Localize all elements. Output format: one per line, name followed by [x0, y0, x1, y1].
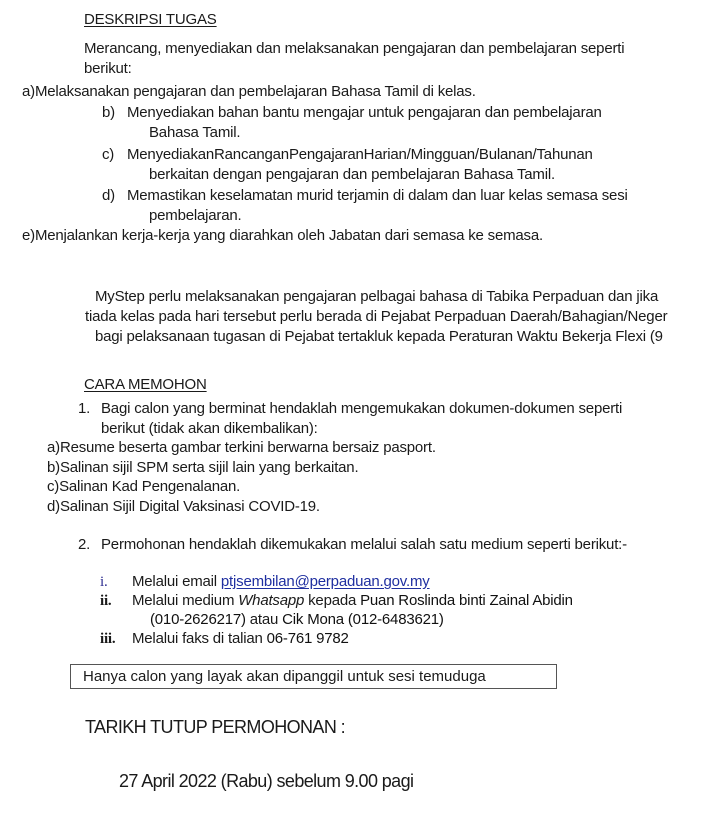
duty-item-text: Menyediakan bahan bantu mengajar untuk pengajaran dan pembelajaran: [127, 104, 602, 121]
mystep-note-line-2: tiada kelas pada hari tersebut perlu berada di Pejabat Perpaduan Daerah/Bahagian/Neger: [85, 308, 668, 325]
mystep-note-line-3: bagi pelaksanaan tugasan di Pejabat tertakluk kepada Peraturan Waktu Bekerja Flexi (9: [95, 328, 663, 345]
duty-item-e: [22, 226, 543, 246]
duty-item-d: [102, 186, 628, 206]
document-item-b: [47, 458, 358, 478]
email-link[interactable]: ptjsembilan@perpaduan.gov.my: [220, 573, 430, 590]
fax-number: 06-761 9782: [266, 630, 349, 647]
duty-item-c-cont: berkaitan dengan pengajaran dan pembelajaran Bahasa Tamil.: [149, 166, 555, 183]
document-marker: d): [47, 498, 60, 515]
method-email: [100, 572, 430, 592]
method-whatsapp-cont: [150, 610, 444, 630]
duty-item-marker: a): [22, 83, 35, 100]
closing-date-label: TARIKH TUTUP PERMOHONAN :: [85, 717, 346, 737]
method-prefix: Melalui email: [132, 573, 221, 590]
mystep-note-line-1: MyStep perlu melaksanakan pengajaran pelbagai bahasa di Tabika Perpaduan dan jika: [95, 288, 659, 305]
method-marker: iii.: [100, 631, 116, 647]
contact-1-phone: (010-2626217): [150, 611, 246, 628]
duty-item-d-cont: pembelajaran.: [149, 207, 242, 224]
step-2: [78, 535, 627, 555]
method-to: kepada: [304, 592, 361, 609]
document-text: Resume beserta gambar terkini berwarna bersaiz pasport.: [59, 439, 436, 456]
duty-item-b: [102, 103, 602, 123]
document-text: Salinan Sijil Digital Vaksinasi COVID-19.: [59, 498, 320, 515]
document-marker: b): [47, 459, 60, 476]
document-marker: c): [47, 478, 60, 495]
step-text: Bagi calon yang berminat hendaklah mengemukakan dokumen-dokumen seperti: [101, 400, 623, 417]
contact-1-name: Puan Roslinda binti Zainal Abidin: [360, 592, 573, 609]
duty-item-marker: d): [102, 187, 115, 204]
intro-line-2: berikut:: [84, 60, 132, 77]
document-item-d: [47, 497, 320, 517]
method-marker: ii.: [100, 593, 112, 609]
whatsapp-app-name: Whatsapp: [238, 592, 305, 609]
document-item-c: [47, 477, 240, 497]
method-marker: i.: [100, 574, 108, 590]
duty-item-a: [22, 82, 476, 102]
method-whatsapp: [100, 591, 573, 611]
document-text: Salinan sijil SPM serta sijil lain yang berkaitan.: [59, 459, 359, 476]
closing-date-value: 27 April 2022 (Rabu) sebelum 9.00 pagi: [119, 771, 414, 791]
notice-box: [70, 664, 557, 689]
duty-item-marker: c): [102, 146, 115, 163]
duty-item-b-cont: Bahasa Tamil.: [149, 124, 241, 141]
step-marker: 1.: [78, 400, 91, 417]
document-text: Salinan Kad Pengenalanan.: [59, 478, 241, 495]
step-text: Permohonan hendaklah dikemukakan melalui salah satu medium seperti berikut:-: [101, 536, 627, 553]
contact-2-name: Cik Mona: [282, 611, 344, 628]
section-heading-cara-memohon: CARA MEMOHON: [84, 376, 207, 393]
contact-2-phone: (012-6483621): [343, 611, 444, 628]
notice-text: Hanya calon yang layak akan dipanggil untuk sesi temuduga: [83, 668, 486, 685]
document-item-a: [47, 438, 436, 458]
intro-line-1: Merancang, menyediakan dan melaksanakan pengajaran dan pembelajaran seperti: [84, 40, 625, 57]
duty-item-text: MenyediakanRancanganPengajaranHarian/Mingguan/Bulanan/Tahunan: [127, 146, 593, 163]
method-fax: [100, 629, 349, 649]
method-or: atau: [245, 611, 283, 628]
duty-item-text: Menjalankan kerja-kerja yang diarahkan oleh Jabatan dari semasa ke semasa.: [34, 227, 543, 244]
step-marker: 2.: [78, 536, 91, 553]
section-heading-deskripsi-tugas: DESKRIPSI TUGAS: [84, 11, 217, 28]
method-prefix: Melalui faks di talian: [132, 630, 267, 647]
duty-item-marker: b): [102, 104, 115, 121]
duty-item-text: Memastikan keselamatan murid terjamin di dalam dan luar kelas semasa sesi: [127, 187, 628, 204]
duty-item-c: [102, 145, 593, 165]
step-1: [78, 399, 622, 419]
document-marker: a): [47, 439, 60, 456]
method-prefix: Melalui medium: [132, 592, 239, 609]
step-1-cont: berikut (tidak akan dikembalikan):: [101, 420, 318, 437]
duty-item-marker: e): [22, 227, 35, 244]
duty-item-text: Melaksanakan pengajaran dan pembelajaran Bahasa Tamil di kelas.: [34, 83, 476, 100]
